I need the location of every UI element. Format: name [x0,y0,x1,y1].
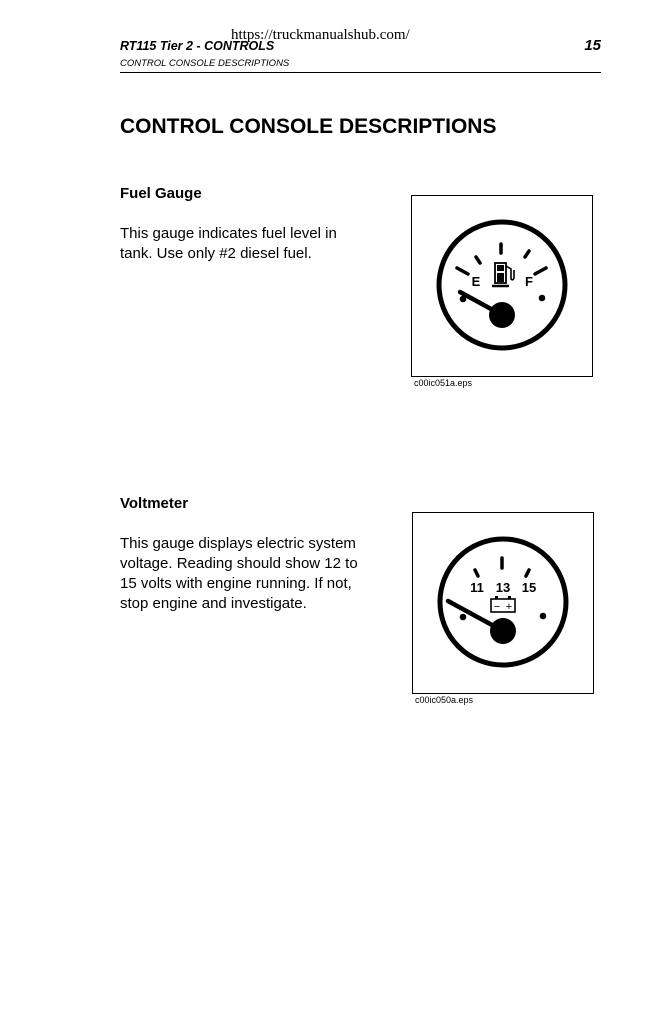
voltmeter-heading: Voltmeter [120,495,189,512]
fuel-gauge-description: This gauge indicates fuel level in tank. Use only #2 diesel fuel. [120,225,337,262]
fuel-label-empty: E [471,274,481,289]
battery-plus: + [505,601,513,613]
voltmeter-figure [412,512,594,694]
fuel-gauge-icon [412,196,592,376]
fuel-pump-icon [492,263,514,286]
fuel-gauge-figure [411,195,593,377]
header-rule [120,72,601,73]
voltmeter-figure-caption: c00ic050a.eps [415,695,474,705]
volt-label-11: 11 [470,580,484,595]
running-header-title: RT115 Tier 2 - CONTROLS [120,39,275,53]
voltmeter-description: This gauge displays electric system voltage. Reading should show 12 to 15 volts with engine running. If not, stop engine and investigate. [120,535,358,612]
needle-hub [490,618,516,644]
volt-label-13: 13 [495,580,511,595]
volt-label-15: 15 [521,580,537,595]
fuel-gauge-heading: Fuel Gauge [120,185,202,202]
battery-icon [491,596,515,613]
page-title: CONTROL CONSOLE DESCRIPTIONS [120,115,497,138]
running-header-subtitle: CONTROL CONSOLE DESCRIPTIONS [120,58,290,69]
fuel-figure-caption: c00ic051a.eps [414,378,473,388]
page-number: 15 [584,37,601,54]
watermark-url: https://truckmanualshub.com/ [231,27,410,43]
voltmeter-icon [413,513,593,693]
needle-hub [489,302,515,328]
fuel-label-full: F [525,274,533,289]
battery-minus: − [493,601,501,613]
